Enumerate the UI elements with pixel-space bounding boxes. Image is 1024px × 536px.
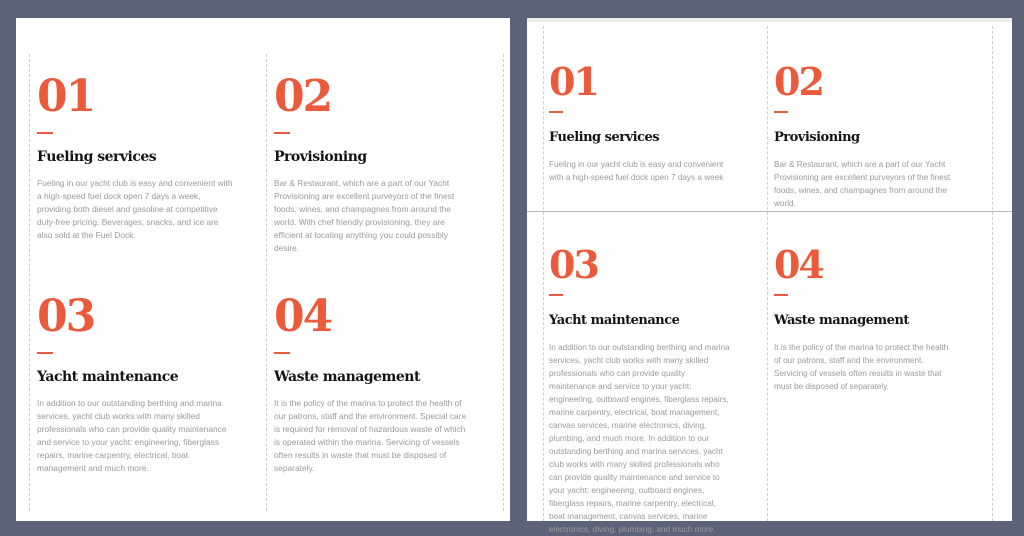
column-divider bbox=[543, 26, 544, 521]
service-title: Yacht maintenance bbox=[549, 313, 680, 328]
column-divider bbox=[266, 54, 267, 511]
service-number: 03 bbox=[37, 291, 95, 342]
right-services-panel bbox=[527, 18, 1012, 534]
accent-dash bbox=[774, 294, 788, 296]
service-title: Provisioning bbox=[274, 149, 367, 165]
service-description: Bar & Restaurant, which are a part of our Yacht Provisioning are excellent purveyors of the finest foods, wines, and champagnes from around the world. bbox=[774, 160, 951, 208]
accent-dash bbox=[549, 294, 563, 296]
service-card-maintenance bbox=[549, 242, 731, 536]
accent-dash bbox=[549, 111, 563, 113]
service-description: Fueling in our yacht club is easy and convenient with a high-speed fuel dock open 7 days a week, providing both diesel and gasoline at competitive duty-free pricing. Beverages, snacks, and ice are also sold at the Fuel Dock. bbox=[37, 178, 233, 240]
column-divider bbox=[767, 26, 768, 521]
row-divider bbox=[527, 211, 1012, 212]
accent-dash bbox=[274, 132, 290, 134]
service-number: 04 bbox=[274, 291, 332, 342]
accent-dash bbox=[37, 352, 53, 354]
service-description: Fueling in our yacht club is easy and convenient with a high-speed fuel dock open 7 days a week bbox=[549, 160, 724, 182]
accent-dash bbox=[774, 111, 788, 113]
service-title: Yacht maintenance bbox=[37, 369, 179, 385]
column-divider bbox=[503, 54, 504, 511]
service-title: Fueling services bbox=[37, 149, 157, 165]
service-card-fueling bbox=[37, 71, 233, 242]
service-description: Bar & Restaurant, which are a part of our Yacht Provisioning are excellent purveyors of the finest foods, wines, and champagnes from around the world. With chef friendly provisioning, they are efficient at locating anything you could possibly desire. bbox=[274, 178, 455, 253]
column-divider bbox=[29, 54, 30, 511]
service-title: Fueling services bbox=[549, 130, 660, 145]
top-band bbox=[527, 18, 1012, 22]
service-number: 01 bbox=[37, 71, 95, 122]
accent-dash bbox=[37, 132, 53, 134]
service-number: 01 bbox=[549, 59, 598, 104]
service-description: It is the policy of the marina to protect the health of our patrons, staff and the environment. Servicing of vessels often results in waste that must be disposed of separately. bbox=[774, 343, 949, 391]
service-title: Waste management bbox=[774, 313, 909, 328]
service-card-waste bbox=[774, 242, 956, 393]
service-card-waste bbox=[274, 291, 470, 475]
service-card-provisioning bbox=[274, 71, 470, 255]
service-number: 02 bbox=[274, 71, 332, 122]
service-card-fueling bbox=[549, 59, 731, 184]
service-number: 03 bbox=[549, 242, 598, 287]
service-title: Provisioning bbox=[774, 130, 860, 145]
service-number: 04 bbox=[774, 242, 823, 287]
column-divider bbox=[992, 26, 993, 521]
accent-dash bbox=[274, 352, 290, 354]
service-description: In addition to our outstanding berthing and marina services, yacht club works with many skilled professionals who can provide quality maintenance and service to your yacht: engineering, fiberglass repairs, marine carpentry, electrical, boat management and much more. bbox=[37, 398, 227, 473]
service-description: It is the policy of the marina to protect the health of our patrons, staff and the environment. Special care is required for removal of hazardous waste of which is operated within the marina. Servicing of vessels often results in waste that must be disposed of separately. bbox=[274, 398, 467, 473]
service-title: Waste management bbox=[274, 369, 420, 385]
service-card-provisioning bbox=[774, 59, 956, 210]
left-services-panel bbox=[16, 18, 510, 521]
service-number: 02 bbox=[774, 59, 823, 104]
service-description: In addition to our outstanding berthing and marina services, yacht club works with many skilled professionals who can provide quality maintenance and service to your yacht: engineering, outboard engines, fiberglass repairs, marine carpentry, electrical, boat management, canvas services, marine electronics, diving, plumbing, and much more. In addition to our outstanding berthing and marina services, yacht club works with many skilled professionals who can provide quality maintenance and service to your yacht: engineering, outboard engines, fiberglass repairs, marine carpentry, electrical, boat management, canvas services, marine electronics, diving, plumbing, and much more. bbox=[549, 343, 730, 534]
service-card-maintenance bbox=[37, 291, 233, 475]
